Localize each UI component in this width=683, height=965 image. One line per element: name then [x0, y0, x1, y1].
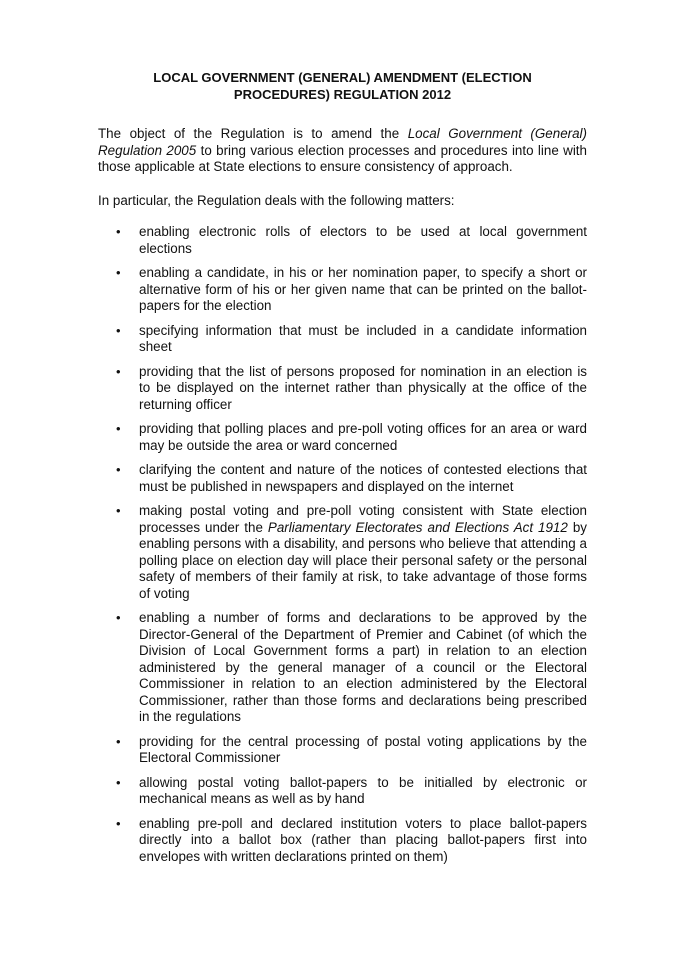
list-item — [98, 323, 587, 356]
bullet-icon: • — [116, 265, 121, 280]
lead-paragraph: In particular, the Regulation deals with the following matters: — [98, 192, 455, 208]
list-item-text-1: making postal voting and pre-poll voting consistent with State election processes under the — [139, 503, 587, 535]
bullet-icon: • — [116, 421, 121, 436]
bullet-icon: • — [116, 774, 121, 790]
list-item — [98, 462, 587, 495]
list-item-text: enabling a number of forms and declarations to be approved by the Director-General of the Department of Premier and Cabinet (of which the Division of Local Government forms a part) in relation to an election administered by the general manager of a council or the Electoral Commissioner in relation to an election administered by the Electoral Commissioner, rather than those forms and declarations being prescribed in the regulations — [139, 610, 587, 724]
document-page — [98, 70, 587, 873]
list-item — [98, 734, 587, 767]
list-item-text: providing that the list of persons proposed for nomination in an election is to be displayed on the internet rather than physically at the office of the returning officer — [139, 363, 587, 412]
list-item-text: enabling a candidate, in his or her nomination paper, to specify a short or alternative form of his or her given name that can be printed on the ballot-papers for the election — [139, 265, 587, 313]
bullet-icon: • — [116, 610, 121, 625]
bullet-icon: • — [116, 815, 121, 831]
list-item — [98, 265, 587, 315]
list-item — [98, 224, 587, 257]
bullet-icon: • — [116, 224, 121, 239]
list-item-text: providing for the central processing of postal voting applications by the Electoral Commissioner — [139, 733, 587, 765]
document-title — [98, 70, 587, 103]
list-item — [98, 775, 587, 808]
list-item-text: specifying information that must be included in a candidate information sheet — [139, 322, 587, 354]
list-item — [98, 421, 587, 454]
list-item — [98, 364, 587, 414]
list-item-text: allowing postal voting ballot-papers to be initialled by electronic or mechanical means as well as by hand — [139, 774, 587, 806]
list-item — [98, 503, 587, 602]
bullet-icon: • — [116, 503, 121, 518]
list-item-text-2: by enabling persons with a disability, and persons who believe that attending a polling place on election day will place their personal safety or the personal safety of members of their family at risk, to take advantage of those forms of voting — [139, 519, 587, 601]
intro-paragraph — [98, 126, 587, 176]
intro-text-1: The object of the Regulation is to amend the — [98, 126, 408, 141]
list-item-text: clarifying the content and nature of the notices of contested elections that must be published in newspapers and displayed on the internet — [139, 462, 587, 494]
intro-regulation-name: Local Government (General) Regulation 2005 — [98, 126, 587, 158]
list-item-text: enabling electronic rolls of electors to be used at local government elections — [139, 224, 587, 256]
title-line-2: PROCEDURES) REGULATION 2012 — [233, 86, 452, 102]
intro-text-2: to bring various election processes and procedures into line with those applicable at State elections to ensure consistency of approach. — [98, 142, 587, 174]
act-name: Parliamentary Electorates and Elections Act 1912 — [267, 519, 568, 535]
list-item — [98, 816, 587, 866]
title-line-1: LOCAL GOVERNMENT (GENERAL) AMENDMENT (ELECTION — [153, 70, 532, 85]
list-item-text: providing that polling places and pre-poll voting offices for an area or ward may be outside the area or ward concerned — [139, 421, 587, 453]
bullet-icon: • — [116, 733, 121, 749]
bullet-icon: • — [116, 462, 121, 477]
matters-list — [98, 224, 587, 865]
bullet-icon: • — [116, 322, 121, 338]
list-item — [98, 610, 587, 726]
list-item-text: enabling pre-poll and declared institution voters to place ballot-papers directly into a ballot box (rather than placing ballot-papers first into envelopes with written declarations printed on them) — [139, 815, 587, 864]
bullet-icon: • — [116, 363, 121, 379]
